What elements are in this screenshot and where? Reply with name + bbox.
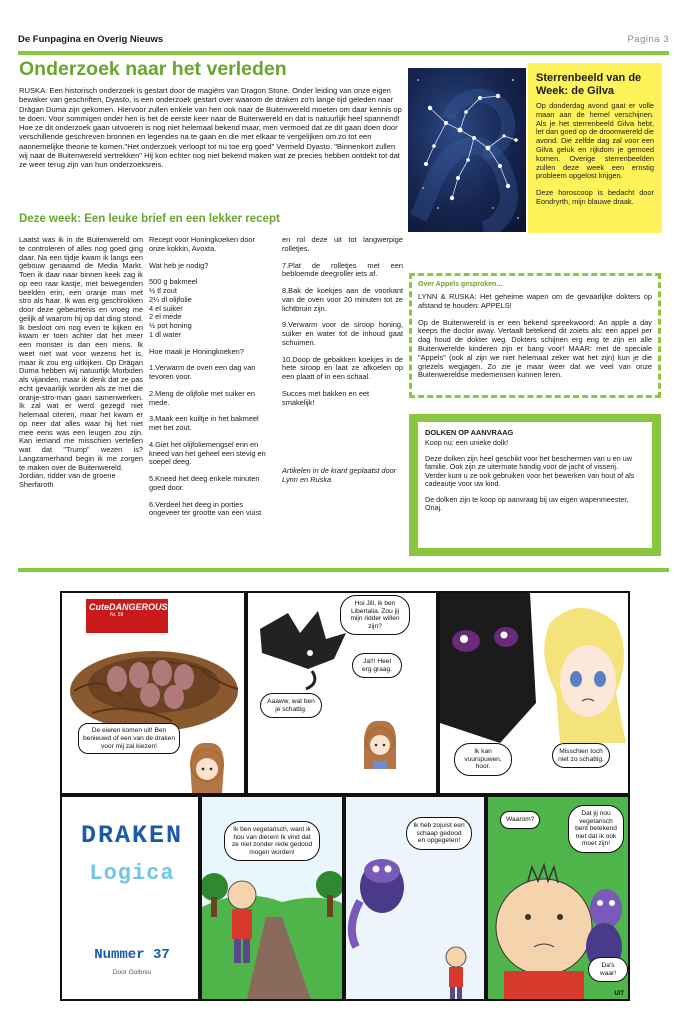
recipe-step: 2.Meng de olijfolie met suiker en mede. <box>149 388 255 407</box>
article-credit: Artikelen in de krant geplaatst door Lynn en Ruska <box>282 466 397 484</box>
ingredient-list <box>149 278 273 339</box>
nest-icon <box>62 593 246 795</box>
comic2-bubble: Ik heb zojuist een schaap gedood en opgegeten! <box>406 817 472 850</box>
constellation-image <box>408 68 526 232</box>
apples-label: Over Appels gesproken... <box>418 281 503 288</box>
ad-paragraph: De dolken zijn te koop op aanvraag bij uw eigen wapenmeester, Onaj. <box>425 494 629 512</box>
horoscope-body: Op donderdag avond gaat er volle maan aan de hemel verschijnen. Als je het sterrenbeeld Gilva hebt, let dan goed op de droomwereld die avond. Die zelfde dag zal voor een Gilva geluk en rijkdom je gemoed komen. Overige sterrenbeelden zullen deze week een ernstig probleem opgelost krijgen. <box>536 101 654 181</box>
page-number: Pagina 3 <box>627 34 669 45</box>
recipe-how-label: Hoe maak je Honingkoeken? <box>149 346 244 356</box>
comic2-title-1: DRAKEN <box>80 821 183 850</box>
week-title: Deze week: Een leuke brief en een lekker recept <box>19 213 280 225</box>
comic2-bubble: Da's waar! <box>588 957 628 982</box>
constellation-icon <box>408 68 526 232</box>
recipe-column-2 <box>282 236 403 493</box>
recipe-step: 1.Verwarm de oven een dag van tevoren voor. <box>149 363 256 381</box>
recipe-step: 6.Verdeel het deeg in porties ongeveer ter grootte van een vuist <box>149 499 262 518</box>
recipe-step: 7.Plat de rolletjes met een bebloemde deegroller iets af. <box>282 260 403 279</box>
ad-subtitle: Koop nu: een unieke dolk! <box>425 438 509 447</box>
ingredient: 1 dl water <box>149 329 182 339</box>
dagger-ad-inner <box>418 422 652 548</box>
comic2-bubble: Ik ben vegetarisch, want ik hou van dieren! Ik vind dat ze niet zonder rede gedood mogen worden! <box>224 821 320 861</box>
comic1-issue: Nr. 59 <box>110 612 124 618</box>
ingredient: 4 el suiker <box>149 303 183 313</box>
comic1-bubble: Hoi Jill, ik ben Libertalia. Zou jij mijn ridder willen zijn? <box>340 595 410 635</box>
comic1-caption: De eieren komen uit! Ben benieuwd of een van de draken voor mij zal kiezen! <box>78 723 180 754</box>
comic1-panel-2 <box>246 591 438 795</box>
recipe-needs-label: Wat heb je nodig? <box>149 260 209 270</box>
recipe-step: en rol deze uit tot langwerpige rolletjes. <box>282 235 403 253</box>
horoscope-title: Sterrenbeeld van de Week: de Gilva <box>536 72 642 97</box>
recipe-closing: Succes met bakken en eet smakelijk! <box>282 388 370 407</box>
comic1-panel-3 <box>438 591 630 795</box>
recipe-step: 10.Doop de gebakken koekjes in de hete siroop en laat ze afkoelen op een plaatt of in een schaal. <box>282 354 403 381</box>
ingredient: 2¼ dl olijfolie <box>149 294 192 304</box>
comic1-bubble: Ja!!! Heel erg graag. <box>352 653 402 678</box>
letter-signature: Jordian, ridder van de groene Sherfaroth <box>19 471 116 489</box>
page-header <box>18 34 669 50</box>
ad-paragraph: Verder kunt u ze ook gebruiken voor het bewerken van hout of als cadeautje voor uw kind. <box>425 470 635 488</box>
comic1-bubble: Aaaww, wat ben je schattig. <box>260 693 322 718</box>
article-body: RUSKA: Een historisch onderzoek is gestart door de magiërs van Dragon Stone. Onder leiding van onze eigen bewaker van geschriften, Dyasto, is een onderzoek gestart over waarom de draken zo'n lange tijd geleden naar Drägan Duma zijn gekomen. Hiervoor zullen enkele van hen ook naar de Buitenwereld moeten om daar kennis op te doen. Voor sommigen onder hen is het de eerste keer naar de Buitenwereld en dat is natuurlijk heel spannend! Hoe ze dit onderzoek gaan uitvoeren is nog niet helemaal bekend maar, men vermoed dat ze dit gaan doen door verschillende geschreven bronnen en legendes na te gaan en die met elkaar te vergelijken om zo tot een aannemelijke theorie te komen."Het onderzoek verloopt tot nu toe erg goed" Vermeld Dyasto. "Binnenkort zullen wij naar de Buitenwereld vertrekken" Hij kon echter nog niet bekend maken wat ze precies hebben ontdekt tot dat ze weer terug zijn van hun onderzoeksreis. <box>19 86 402 170</box>
recipe-column <box>149 236 273 526</box>
comic2-bubble: Dat jij nou vegetarisch bent betekend niet dat ik ook moet zijn! <box>568 805 624 853</box>
recipe-step: 8.Bak de koekjes aan de voorkant van de oven voor 20 minuten tot ze lichtbruin zijn. <box>282 286 403 313</box>
section-title: De Funpagina en Overig Nieuws <box>18 34 164 45</box>
comic2-author: Door Golbniu <box>112 969 152 976</box>
comic2-panel-3 <box>344 795 486 1001</box>
recipe-step: 9.Verwarm voor de siroop honing, suiker en water tot de inhoud gaat schuimen. <box>282 320 403 347</box>
recipe-step: 4.Giet het olijfoliemengsel erin en kneed van het geheel een stevig en soepel deeg. <box>149 439 266 467</box>
comic-rule <box>18 568 669 572</box>
comic2-title-2: Logica <box>89 861 175 886</box>
ingredient: ½ tl zout <box>149 286 177 295</box>
ad-paragraph: Deze dolken zijn heel geschikt voor het beschermen van u en uw familie. Ook zijn ze uitermate handig voor de jacht of visserij. <box>425 453 632 471</box>
comic1-panel-1 <box>60 591 246 795</box>
header-rule <box>18 51 669 55</box>
comic2-mark: UIT <box>614 991 624 997</box>
ingredient: 500 g bakmeel <box>149 277 198 287</box>
comic2-bubble: Waarom? <box>500 811 540 829</box>
comic1-bubble: Ik kan vuurspuwen, hoor. <box>454 743 512 776</box>
apples-box <box>409 273 661 398</box>
horoscope-box <box>528 63 662 233</box>
letter-text: Laatst was ik in de Buitenwereld om te controleren of alles nog goed ging daar. Na een tijdje kwam ik langs een gebouw genaamd de Media Markt. Toen ik daar naar binnen keek zag ik op een raar kastje, met bewegenden beelden erin, een oranje man met stro als haar. Ik was erg geschrokken door deze gebeurtenis en vroeg me gelijk af waarom hij op dat ding stond. Ik besloot om nog even te kijken en kwam er toen achter dat het meer een monster is dan een mens. Ik weet niet wat voor wezens het is, maar ik zou erg uitkijken. Op Drägan Duma hebben wij natuurlijk Morbiden als vijanden, maar ik denk dat ze pas echt gevaarlijk worden als ze met die oranje-stro-man gaan samenwerken. Ik zal wat er werd gezegd niet helemaal citeren, maar het kwam er op neer dat alles waar hij het niet mee eens was een leugen zou zijn. Kan iemand me misschien vertellen wat dat "Trump" wezen is? Langzamerhand begin ik me zorgen te maken over de Buitenwereld. <box>19 235 143 472</box>
article-title: Onderzoek naar het verleden <box>19 58 287 80</box>
ingredient: 2 el mede <box>149 312 182 322</box>
ingredient: ½ pot honing <box>149 321 192 330</box>
dagger-ad <box>409 414 661 556</box>
recipe-step: 3.Maak een kuiltje in het bakmeel met het zout. <box>149 414 259 432</box>
comic2-number: Nummer 37 <box>94 947 170 963</box>
letter-column <box>19 236 143 498</box>
comic2-panel-1 <box>60 795 200 1001</box>
horoscope-credit: Deze horoscoop is bedacht door Eondryrth, mijn blauwe draak. <box>536 188 654 206</box>
comic2-panel-2 <box>200 795 344 1001</box>
recipe-intro: Recept voor Honingkoeken door onze kokkin, Avoxta. <box>149 235 255 253</box>
apples-body: Op de Buitenwereld is er een bekend spreekwoord: An apple a day keeps the doctor away. Vertaalt betekend dit zoiets als: een appel per dag houd de dokter weg. Dokters schijnen erg eng te zijn en alle Buitenwerelde kinderen zijn er bang voor! MAAR: met de speciale "Appels" (ook al zijn we niet helemaal zeker wat het zijn) kun je die griezels wegjagen. Zo zie je maar weer dat we veel van onze Buitenwereldse medemensen kunnen leren. <box>418 317 652 380</box>
comic1-brand: CuteDANGEROUS <box>89 602 168 612</box>
comic-strips <box>60 591 630 1001</box>
comic1-bubble: Misschien toch niet zo schattig. <box>552 743 610 768</box>
apples-intro: LYNN & RUSKA: Het geheime wapen om de gevaarlijke dokters op afstand te houden: APPELS! <box>418 292 652 310</box>
ad-title: DOLKEN OP AANVRAAG <box>425 428 514 437</box>
recipe-step: 5.Kneed het deeg enkele minuten goed door. <box>149 474 260 492</box>
comic2-panel-4 <box>486 795 630 1001</box>
